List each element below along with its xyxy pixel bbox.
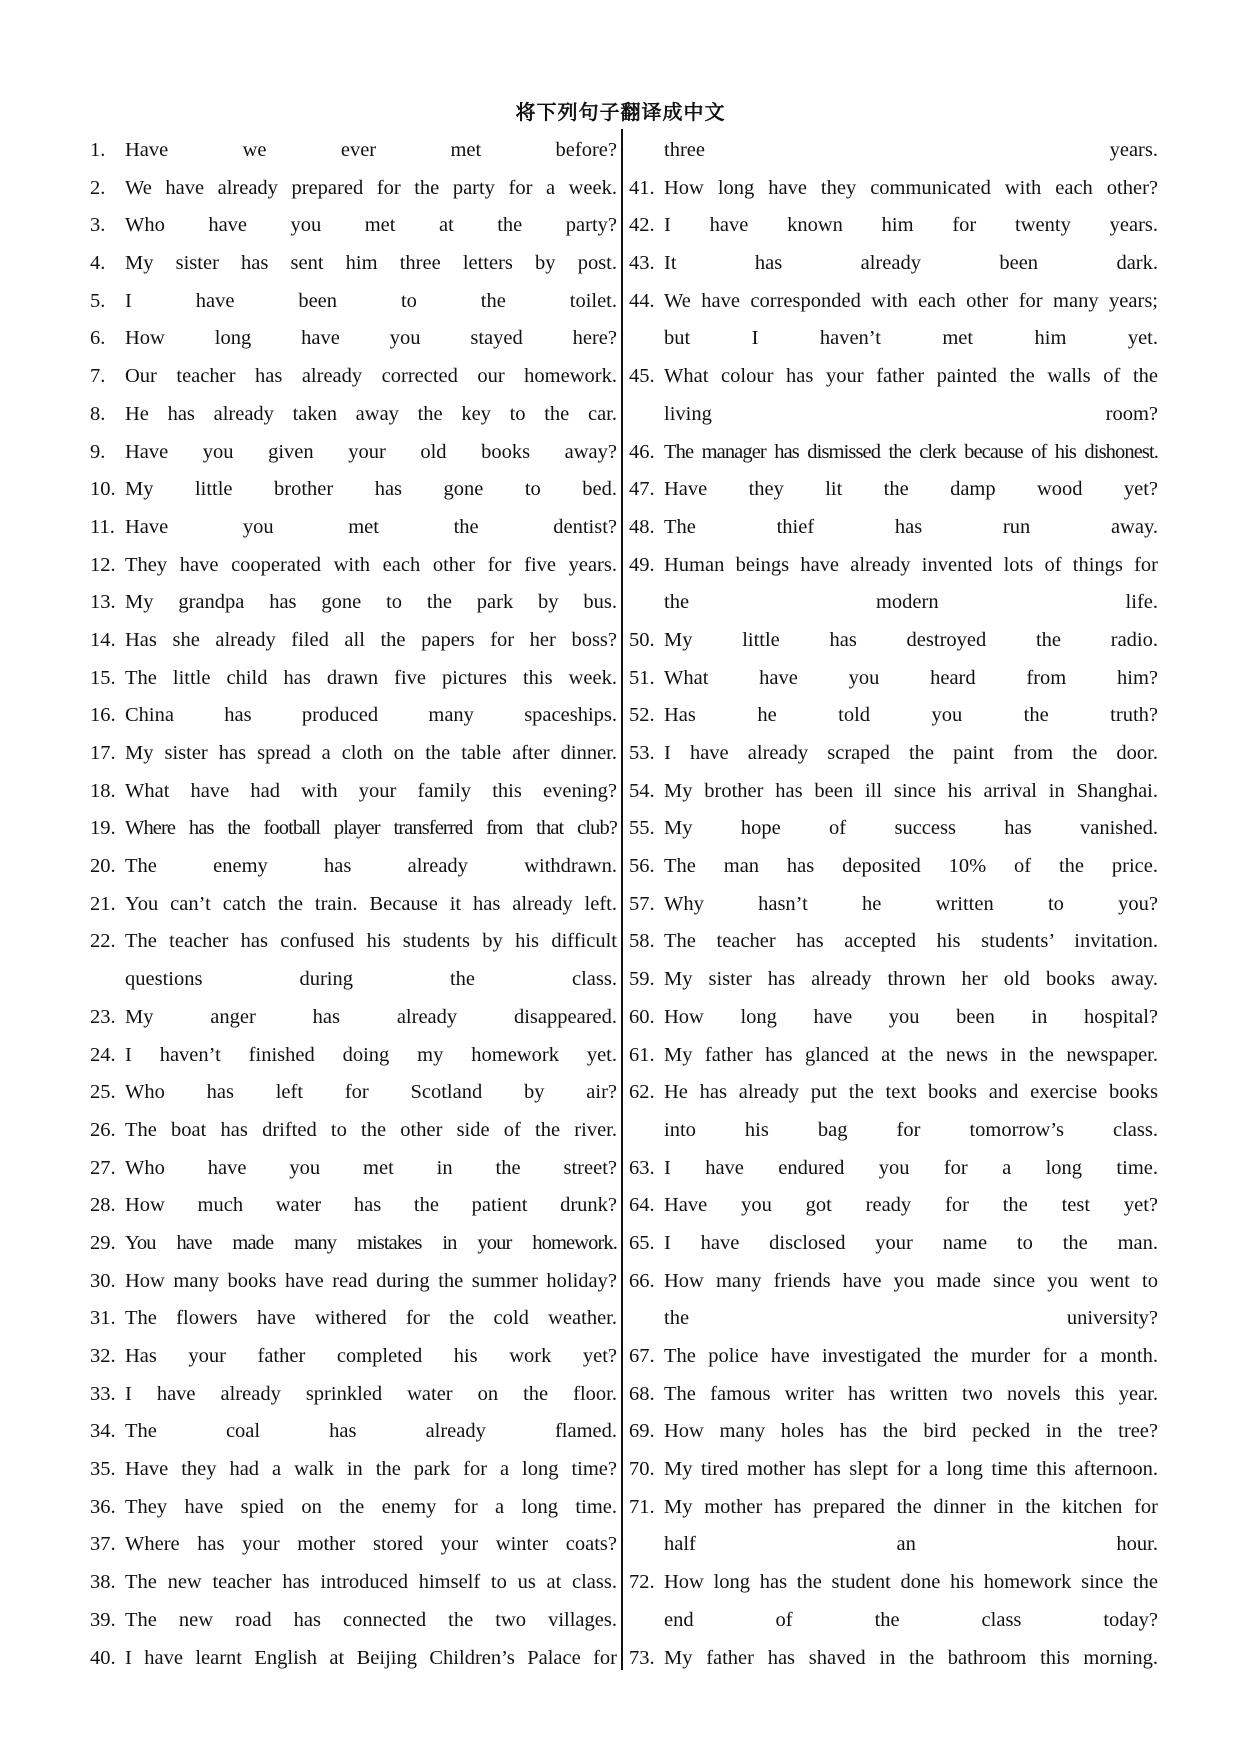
sentence-item	[629, 1338, 1158, 1376]
sentence-text: Human beings have already invented lots of things for	[664, 553, 1158, 576]
sentence-number: 25.	[90, 1081, 116, 1104]
sentence-number: 28.	[90, 1194, 116, 1217]
sentence-item	[90, 1526, 617, 1564]
sentence-number: 54.	[629, 779, 655, 802]
sentence-text: My little brother has gone to bed.	[125, 478, 617, 501]
sentence-item	[629, 245, 1158, 283]
sentence-text: What colour has your father painted the walls of the	[664, 365, 1158, 388]
sentence-number: 14.	[90, 628, 116, 651]
sentence-item	[629, 810, 1158, 848]
sentence-text: The new road has connected the two villages.	[125, 1608, 617, 1631]
sentence-continuation	[629, 1526, 1158, 1564]
sentence-text: The new teacher has introduced himself to us at class.	[125, 1571, 617, 1594]
sentence-number: 37.	[90, 1533, 116, 1556]
sentence-number: 10.	[90, 478, 116, 501]
sentence-item	[90, 170, 617, 208]
sentence-text: My brother has been ill since his arrival in Shanghai.	[664, 779, 1158, 802]
sentence-continuation	[629, 584, 1158, 622]
sentence-text: He has already taken away the key to the car.	[125, 402, 617, 425]
sentence-item	[629, 283, 1158, 321]
sentence-item	[629, 434, 1158, 472]
sentence-text: Has she already filed all the papers for her boss?	[125, 628, 617, 651]
sentence-number: 4.	[90, 252, 106, 275]
sentence-number: 40.	[90, 1646, 116, 1669]
sentence-item	[90, 999, 617, 1037]
sentence-text: I haven’t finished doing my homework yet.	[125, 1043, 617, 1066]
sentence-number: 55.	[629, 817, 655, 840]
sentence-text: My little has destroyed the radio.	[664, 628, 1158, 651]
sentence-number: 39.	[90, 1608, 116, 1631]
sentence-text: How long has the student done his homework since the	[664, 1571, 1158, 1594]
sentence-item	[629, 1037, 1158, 1075]
sentence-item	[90, 358, 617, 396]
sentence-number: 23.	[90, 1005, 116, 1028]
sentence-text: How many friends have you made since you went to	[664, 1269, 1158, 1292]
sentence-number: 3.	[90, 214, 106, 237]
sentence-item	[90, 396, 617, 434]
sentence-item	[90, 773, 617, 811]
sentence-number: 42.	[629, 214, 655, 237]
sentence-number: 8.	[90, 402, 106, 425]
sentence-text: but I haven’t met him yet.	[664, 327, 1158, 350]
sentence-item	[629, 509, 1158, 547]
sentence-text: China has produced many spaceships.	[125, 704, 617, 727]
sentence-item	[90, 283, 617, 321]
sentence-number: 71.	[629, 1495, 655, 1518]
sentence-number: 31.	[90, 1307, 116, 1330]
sentence-number: 51.	[629, 666, 655, 689]
sentence-text: He has already put the text books and exercise books	[664, 1081, 1158, 1104]
sentence-number: 18.	[90, 779, 116, 802]
sentence-text: I have known him for twenty years.	[664, 214, 1158, 237]
sentence-number: 38.	[90, 1571, 116, 1594]
sentence-continuation	[629, 1112, 1158, 1150]
sentence-number: 34.	[90, 1420, 116, 1443]
sentence-text: My sister has already thrown her old books away.	[664, 968, 1158, 991]
sentence-item	[629, 1640, 1158, 1678]
sentence-text: The teacher has confused his students by his difficult	[125, 930, 617, 953]
sentence-item	[629, 207, 1158, 245]
sentence-text: end of the class today?	[664, 1608, 1158, 1631]
right-column	[629, 132, 1158, 1677]
sentence-text: Who has left for Scotland by air?	[125, 1081, 617, 1104]
sentence-item	[90, 132, 617, 170]
sentence-text: Have you met the dentist?	[125, 515, 617, 538]
sentence-number: 59.	[629, 968, 655, 991]
sentence-item	[90, 1602, 617, 1640]
sentence-text: the university?	[664, 1307, 1158, 1330]
sentence-item	[90, 1413, 617, 1451]
sentence-number: 70.	[629, 1458, 655, 1481]
sentence-number: 1.	[90, 139, 106, 161]
sentence-number: 19.	[90, 817, 116, 840]
sentence-item	[90, 1187, 617, 1225]
sentence-text: We have corresponded with each other for many years;	[664, 289, 1158, 312]
sentence-item	[90, 1451, 617, 1489]
sentence-number: 16.	[90, 704, 116, 727]
sentence-item	[629, 886, 1158, 924]
sentence-item	[90, 1150, 617, 1188]
sentence-text: How long have you stayed here?	[125, 327, 617, 350]
sentence-text: My sister has sent him three letters by post.	[125, 252, 617, 275]
sentence-item	[90, 1489, 617, 1527]
sentence-item	[629, 735, 1158, 773]
sentence-item	[90, 1300, 617, 1338]
sentence-number: 63.	[629, 1156, 655, 1179]
sentence-number: 64.	[629, 1194, 655, 1217]
sentence-number: 52.	[629, 704, 655, 727]
sentence-text: I have learnt English at Beijing Children’s Palace for	[125, 1646, 617, 1669]
sentence-number: 20.	[90, 855, 116, 878]
sentence-number: 12.	[90, 553, 116, 576]
sentence-item	[629, 848, 1158, 886]
sentence-item	[629, 1564, 1158, 1602]
sentence-text: The enemy has already withdrawn.	[125, 855, 617, 878]
sentence-text: My mother has prepared the dinner in the kitchen for	[664, 1495, 1158, 1518]
sentence-number: 33.	[90, 1382, 116, 1405]
sentence-text: The man has deposited 10% of the price.	[664, 855, 1158, 878]
sentence-number: 66.	[629, 1269, 655, 1292]
sentence-number: 26.	[90, 1118, 116, 1141]
sentence-number: 6.	[90, 327, 106, 350]
sentence-item	[629, 358, 1158, 396]
sentence-item	[629, 622, 1158, 660]
sentence-number: 49.	[629, 553, 655, 576]
sentence-number: 69.	[629, 1420, 655, 1443]
sentence-number: 17.	[90, 742, 116, 764]
sentence-item	[629, 170, 1158, 208]
sentence-text: Has he told you the truth?	[664, 704, 1158, 727]
sentence-text: The little child has drawn five pictures this week.	[125, 666, 617, 689]
sentence-number: 48.	[629, 515, 655, 538]
sentence-item	[629, 471, 1158, 509]
sentence-number: 2.	[90, 176, 106, 199]
sentence-item	[90, 1112, 617, 1150]
sentence-item	[629, 999, 1158, 1037]
sentence-number: 36.	[90, 1495, 116, 1518]
sentence-number: 56.	[629, 855, 655, 878]
sentence-text: the modern life.	[664, 591, 1158, 614]
sentence-text: The boat has drifted to the other side of the river.	[125, 1118, 617, 1141]
sentence-number: 44.	[629, 289, 655, 312]
sentence-number: 15.	[90, 666, 116, 689]
sentence-text: I have disclosed your name to the man.	[664, 1231, 1158, 1254]
sentence-item	[90, 471, 617, 509]
sentence-text: Have they had a walk in the park for a long time?	[125, 1458, 617, 1481]
sentence-item	[90, 622, 617, 660]
sentence-number: 65.	[629, 1231, 655, 1254]
sentence-item	[90, 735, 617, 773]
sentence-text: The coal has already flamed.	[125, 1420, 617, 1443]
sentence-continuation	[629, 132, 1158, 170]
sentence-number: 29.	[90, 1231, 116, 1254]
sentence-text: You have made many mistakes in your homework.	[125, 1231, 617, 1254]
sentence-text: Have you given your old books away?	[125, 440, 617, 463]
sentence-text: The manager has dismissed the clerk because of his dishonest.	[664, 440, 1158, 463]
sentence-number: 60.	[629, 1005, 655, 1028]
sentence-number: 57.	[629, 892, 655, 915]
sentence-item	[629, 773, 1158, 811]
sentence-text: into his bag for tomorrow’s class.	[664, 1118, 1158, 1141]
sentence-number: 13.	[90, 591, 116, 614]
sentence-text: How many holes has the bird pecked in the tree?	[664, 1420, 1158, 1443]
sentence-number: 61.	[629, 1043, 655, 1066]
sentence-item	[90, 923, 617, 961]
sentence-number: 24.	[90, 1043, 116, 1066]
sentence-item	[90, 1225, 617, 1263]
sentence-continuation	[629, 396, 1158, 434]
sentence-item	[629, 1150, 1158, 1188]
sentence-number: 43.	[629, 252, 655, 275]
sentence-continuation	[629, 1602, 1158, 1640]
sentence-text: Why hasn’t he written to you?	[664, 892, 1158, 915]
sentence-number: 50.	[629, 628, 655, 651]
sentence-text: The police have investigated the murder for a month.	[664, 1345, 1158, 1367]
sentence-item	[90, 207, 617, 245]
sentence-text: I have been to the toilet.	[125, 289, 617, 312]
sentence-text: The famous writer has written two novels this year.	[664, 1382, 1158, 1405]
sentence-text: Have they lit the damp wood yet?	[664, 478, 1158, 501]
sentence-continuation	[90, 961, 617, 999]
sentence-item	[90, 509, 617, 547]
sentence-text: You can’t catch the train. Because it has already left.	[125, 892, 617, 915]
sentence-item	[629, 547, 1158, 585]
sentence-item	[629, 1489, 1158, 1527]
sentence-item	[90, 1037, 617, 1075]
sentence-number: 41.	[629, 176, 655, 199]
sentence-number: 68.	[629, 1382, 655, 1405]
sentence-item	[90, 1074, 617, 1112]
sentence-item	[90, 320, 617, 358]
sentence-item	[90, 1376, 617, 1414]
sentence-item	[90, 1338, 617, 1376]
sentence-text: Has your father completed his work yet?	[125, 1345, 617, 1367]
sentence-item	[629, 1263, 1158, 1301]
sentence-item	[90, 886, 617, 924]
sentence-number: 32.	[90, 1345, 116, 1367]
sentence-item	[90, 245, 617, 283]
sentence-item	[90, 1564, 617, 1602]
page-title: 将下列句子翻译成中文	[515, 100, 726, 124]
sentence-text: They have cooperated with each other for five years.	[125, 553, 617, 576]
sentence-item	[629, 1074, 1158, 1112]
sentence-continuation	[629, 320, 1158, 358]
sentence-number: 21.	[90, 892, 116, 915]
sentence-text: My grandpa has gone to the park by bus.	[125, 591, 617, 614]
sentence-item	[629, 697, 1158, 735]
sentence-text: My sister has spread a cloth on the table after dinner.	[125, 742, 617, 764]
sentence-text: half an hour.	[664, 1533, 1158, 1556]
sentence-text: Have you got ready for the test yet?	[664, 1194, 1158, 1217]
sentence-number: 5.	[90, 289, 106, 312]
sentence-item	[90, 584, 617, 622]
sentence-text: questions during the class.	[125, 968, 617, 991]
sentence-item	[629, 1225, 1158, 1263]
sentence-text: My father has shaved in the bathroom this morning.	[664, 1646, 1158, 1669]
left-column	[90, 132, 617, 1677]
sentence-text: My father has glanced at the news in the newspaper.	[664, 1043, 1158, 1066]
sentence-number: 46.	[629, 440, 655, 463]
sentence-item	[90, 1640, 617, 1678]
sentence-number: 7.	[90, 365, 106, 388]
sentence-text: Where has the football player transferred from that club?	[125, 817, 617, 840]
sentence-text: The thief has run away.	[664, 515, 1158, 538]
sentence-text: I have already scraped the paint from the door.	[664, 742, 1158, 764]
sentence-text: living room?	[664, 402, 1158, 425]
sentence-text: Have we ever met before?	[125, 139, 617, 161]
sentence-text: three years.	[664, 139, 1158, 161]
sentence-item	[90, 697, 617, 735]
sentence-text: The flowers have withered for the cold weather.	[125, 1307, 617, 1330]
sentence-number: 72.	[629, 1571, 655, 1594]
sentence-item	[629, 1187, 1158, 1225]
sentence-text: Where has your mother stored your winter coats?	[125, 1533, 617, 1556]
sentence-number: 9.	[90, 440, 106, 463]
sentence-item	[629, 961, 1158, 999]
sentence-number: 67.	[629, 1345, 655, 1367]
sentence-number: 58.	[629, 930, 655, 953]
sentence-text: My hope of success has vanished.	[664, 817, 1158, 840]
sentence-text: Who have you met in the street?	[125, 1156, 617, 1179]
sentence-text: How much water has the patient drunk?	[125, 1194, 617, 1217]
sentence-number: 73.	[629, 1646, 655, 1669]
sentence-item	[629, 923, 1158, 961]
sentence-number: 47.	[629, 478, 655, 501]
sentence-number: 27.	[90, 1156, 116, 1179]
sentence-number: 11.	[90, 515, 115, 538]
sentence-text: How long have you been in hospital?	[664, 1005, 1158, 1028]
sentence-item	[629, 660, 1158, 698]
sentence-item	[90, 848, 617, 886]
sentence-text: I have endured you for a long time.	[664, 1156, 1158, 1179]
sentence-item	[90, 547, 617, 585]
sentence-text: My anger has already disappeared.	[125, 1005, 617, 1028]
sentence-text: I have already sprinkled water on the floor.	[125, 1382, 617, 1405]
sentence-item	[629, 1451, 1158, 1489]
sentence-text: How many books have read during the summer holiday?	[125, 1269, 617, 1292]
sentence-item	[90, 1263, 617, 1301]
sentence-item	[90, 810, 617, 848]
sentence-item	[629, 1376, 1158, 1414]
sentence-number: 35.	[90, 1458, 116, 1481]
sentence-continuation	[629, 1300, 1158, 1338]
sentence-item	[90, 434, 617, 472]
sentence-number: 22.	[90, 930, 116, 953]
sentence-text: It has already been dark.	[664, 252, 1158, 275]
sentence-item	[629, 1413, 1158, 1451]
sentence-text: We have already prepared for the party for a week.	[125, 176, 617, 199]
sentence-number: 53.	[629, 742, 655, 764]
sentence-item	[90, 660, 617, 698]
sentence-number: 30.	[90, 1269, 116, 1292]
sentence-text: What have had with your family this evening?	[125, 779, 617, 802]
sentence-text: How long have they communicated with each other?	[664, 176, 1158, 199]
sentence-number: 62.	[629, 1081, 655, 1104]
column-divider	[621, 129, 623, 1670]
sentence-text: Our teacher has already corrected our homework.	[125, 365, 617, 388]
sentence-text: My tired mother has slept for a long time this afternoon.	[664, 1458, 1158, 1481]
sentence-text: Who have you met at the party?	[125, 214, 617, 237]
sentence-text: What have you heard from him?	[664, 666, 1158, 689]
sentence-text: They have spied on the enemy for a long time.	[125, 1495, 617, 1518]
sentence-text: The teacher has accepted his students’ invitation.	[664, 930, 1158, 953]
sentence-number: 45.	[629, 365, 655, 388]
